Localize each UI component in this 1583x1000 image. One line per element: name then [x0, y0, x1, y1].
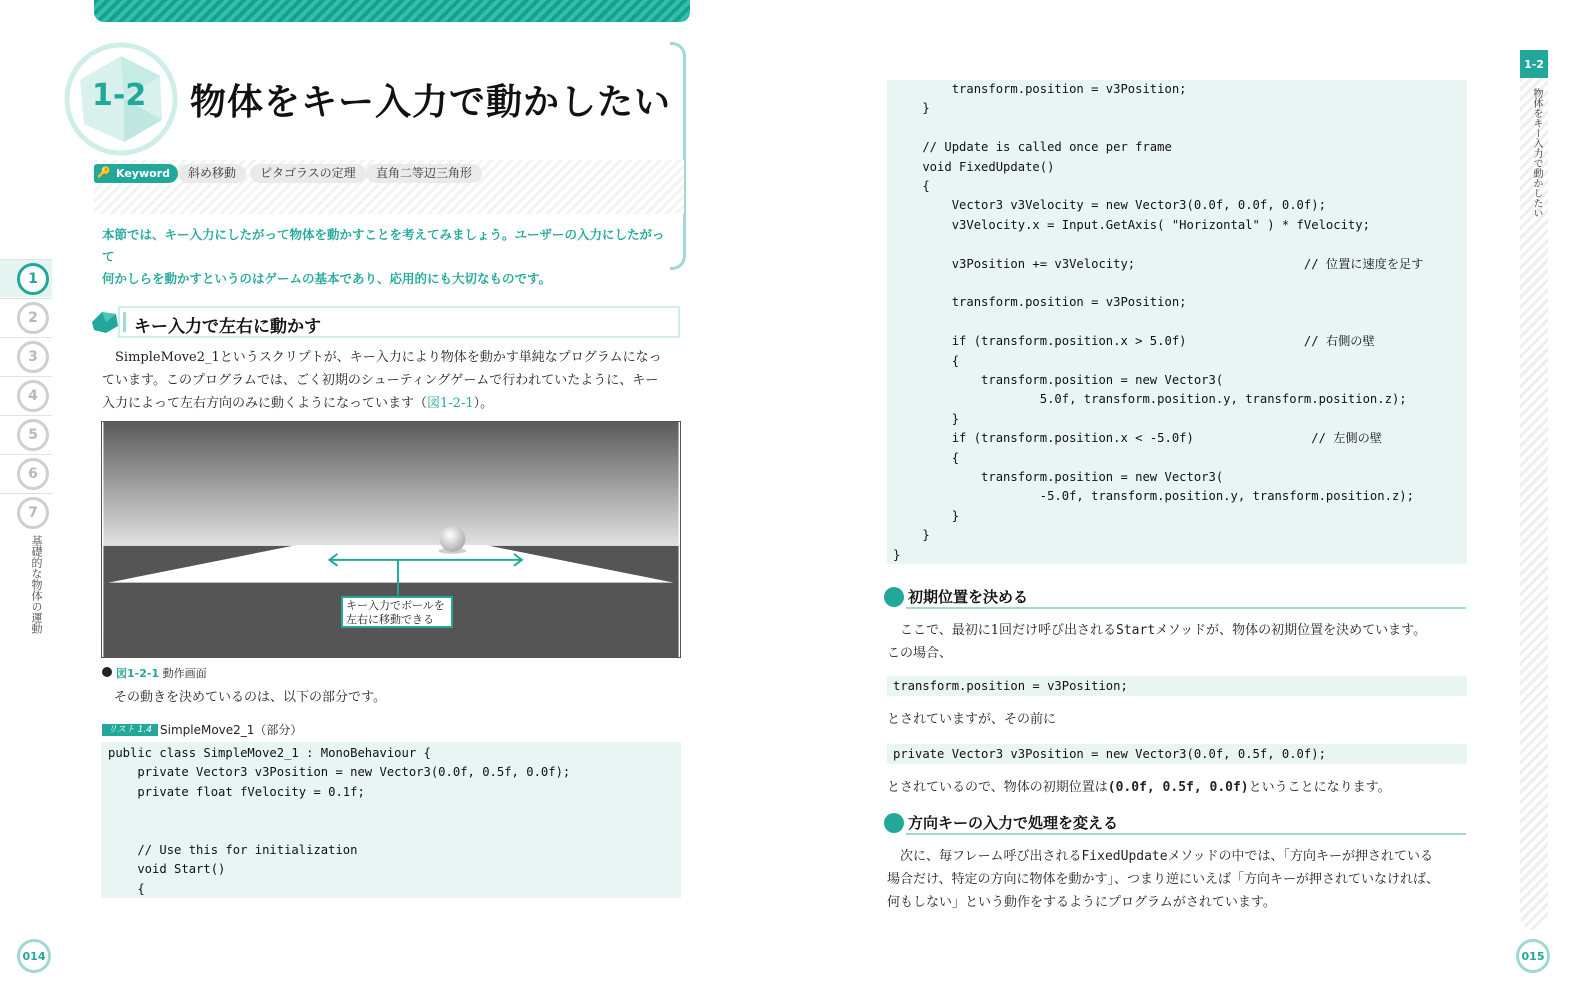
section-title: 物体をキー入力で動かしたい — [190, 82, 672, 123]
code-line: private Vector3 v3Position = new Vector3(0.0f, 0.5f, 0.0f); — [108, 765, 571, 780]
keyword-label: Keyword — [94, 164, 178, 183]
code-line: private float fVelocity = 0.1f; — [108, 784, 365, 799]
intro-line: 何かしらを動かすというのはゲームの基本であり、応用的にも大切なものです。 — [102, 271, 552, 286]
code-line: if (transform.position.x > 5.0f) // 右側の壁 — [893, 334, 1375, 349]
code-line: transform.position = v3Position; — [893, 295, 1187, 310]
chapter-tab-5[interactable] — [0, 415, 52, 453]
code-line: } — [893, 547, 901, 562]
chapter-tab-2[interactable] — [0, 298, 52, 336]
chapter-number: 7 — [17, 497, 49, 529]
code-line — [893, 235, 1423, 254]
code-line: } — [893, 411, 960, 426]
body-paragraph — [102, 346, 682, 415]
code-line: v3Velocity.x = Input.GetAxis( "Horizontal" ) * fVelocity; — [893, 217, 1370, 232]
code-line: v3Position += v3Velocity; // 位置に速度を足す — [893, 256, 1424, 271]
code-line: transform.position = v3Position; — [893, 82, 1187, 96]
subheading: 初期位置を決める — [908, 588, 1029, 606]
code-line: transform.position = new Vector3( — [893, 373, 1224, 388]
page-number-right: 015 — [1516, 939, 1550, 973]
body-line: 入力によって左右方向のみに動くようになっています（図1-2-1）。 — [102, 396, 494, 411]
code-line: void FixedUpdate() — [893, 159, 1055, 174]
code-line: Vector3 v3Velocity = new Vector3(0.0f, 0.0f, 0.0f); — [893, 198, 1326, 213]
inline-code: transform.position = v3Position; — [887, 676, 1467, 696]
body-paragraph: 次に、毎フレーム呼び出されるFixedUpdateメソッドの中では、「方向キーが押されている 場合だけ、特定の方向に物体を動かす」、つまり逆にいえば「方向キーが押されていなければ、 何もしない」という動作をするようにプログラムがされています。 — [887, 849, 1439, 910]
code-line: } — [893, 528, 930, 543]
code-line: } — [893, 508, 960, 523]
body-paragraph: とされていますが、その前に — [887, 712, 1057, 727]
code-line: { — [893, 450, 960, 465]
side-tab-title: 物体をキー入力で動かしたい — [1531, 88, 1542, 218]
chapter-vertical-title: 基礎的な物体の運動 — [30, 535, 43, 634]
keyword-chip: ピタゴラスの定理 — [250, 164, 366, 183]
figure-callout: キー入力でボールを 左右に移動できる — [341, 596, 453, 628]
code-line: // Use this for initialization — [108, 843, 358, 857]
code-line: { — [108, 881, 145, 896]
subheading: キー入力で左右に動かす — [134, 317, 321, 337]
chapter-number: 6 — [17, 458, 49, 490]
side-tab-number[interactable]: 1-2 — [1520, 50, 1548, 78]
intro-text — [102, 224, 672, 290]
code-line — [893, 119, 1423, 138]
chapter-number: 4 — [17, 380, 49, 412]
body-paragraph: ここで、最初に1回だけ呼び出されるStartメソッドが、物体の初期位置を決めています。 この場合、 — [887, 623, 1427, 661]
subheading: 方向キーの入力で処理を変える — [908, 814, 1119, 832]
section-number: 1-2 — [92, 78, 147, 113]
chapter-tab-1[interactable] — [0, 259, 52, 297]
page-number-left: 014 — [17, 939, 51, 973]
chapter-number: 1 — [17, 263, 49, 295]
subheading-bar — [123, 312, 126, 332]
chapter-number: 2 — [17, 302, 49, 334]
code-listing — [108, 744, 570, 899]
list-tag: リスト 1.4 — [102, 724, 158, 736]
code-line: -5.0f, transform.position.y, transform.position.z); — [893, 489, 1414, 504]
gem-icon — [90, 310, 120, 334]
chapter-tab-3[interactable] — [0, 337, 52, 375]
figure-caption: 図1-2-1 動作画面 — [116, 667, 207, 680]
code-line — [893, 274, 1423, 293]
code-line: public class SimpleMove2_1 : MonoBehaviour { — [108, 746, 431, 760]
top-decor-bar — [94, 0, 690, 22]
body-paragraph: とされているので、物体の初期位置は(0.0f, 0.5f, 0.0f)ということになります。 — [887, 780, 1391, 795]
caption-bullet-icon — [102, 667, 112, 677]
code-line: 5.0f, transform.position.y, transform.position.z); — [893, 392, 1407, 407]
flower-icon — [884, 813, 904, 833]
figure-ref-link[interactable]: 図1-2-1 — [427, 396, 474, 411]
key-icon: 🔑 — [97, 166, 111, 179]
chapter-number: 3 — [17, 341, 49, 373]
chapter-number: 5 — [17, 419, 49, 451]
code-line — [108, 802, 570, 821]
list-title: SimpleMove2_1（部分） — [160, 723, 303, 737]
code-line — [893, 313, 1423, 332]
subheading-underline — [906, 607, 1466, 609]
keyword-chip: 直角二等辺三角形 — [366, 164, 482, 183]
code-line: { — [893, 353, 960, 368]
section-bracket — [670, 42, 686, 270]
code-line: transform.position = new Vector3( — [893, 470, 1224, 485]
chapter-tab-6[interactable] — [0, 454, 52, 492]
code-line: } — [893, 101, 930, 116]
inline-code: private Vector3 v3Position = new Vector3(0.0f, 0.5f, 0.0f); — [887, 744, 1467, 764]
intro-line: 本節では、キー入力にしたがって物体を動かすことを考えてみましょう。ユーザーの入力にしたがって — [102, 227, 665, 264]
body-line: ています。このプログラムでは、ごく初期のシューティングゲームで行われていたように、キー — [102, 373, 659, 388]
code-line: if (transform.position.x < -5.0f) // 左側の壁 — [893, 431, 1382, 446]
chapter-tab-7[interactable] — [0, 493, 52, 531]
code-line — [108, 822, 570, 841]
subheading-underline — [906, 833, 1466, 835]
code-listing — [893, 80, 1423, 565]
body-paragraph: その動きを決めているのは、以下の部分です。 — [114, 690, 386, 705]
body-line: SimpleMove2_1というスクリプトが、キー入力により物体を動かす単純なプログラムになっ — [115, 350, 662, 365]
chapter-tab-4[interactable] — [0, 376, 52, 414]
flower-icon — [884, 587, 904, 607]
code-line: { — [893, 179, 930, 194]
keyword-chip: 斜め移動 — [178, 164, 246, 183]
code-line: void Start() — [108, 862, 226, 877]
code-line: // Update is called once per frame — [893, 140, 1172, 155]
